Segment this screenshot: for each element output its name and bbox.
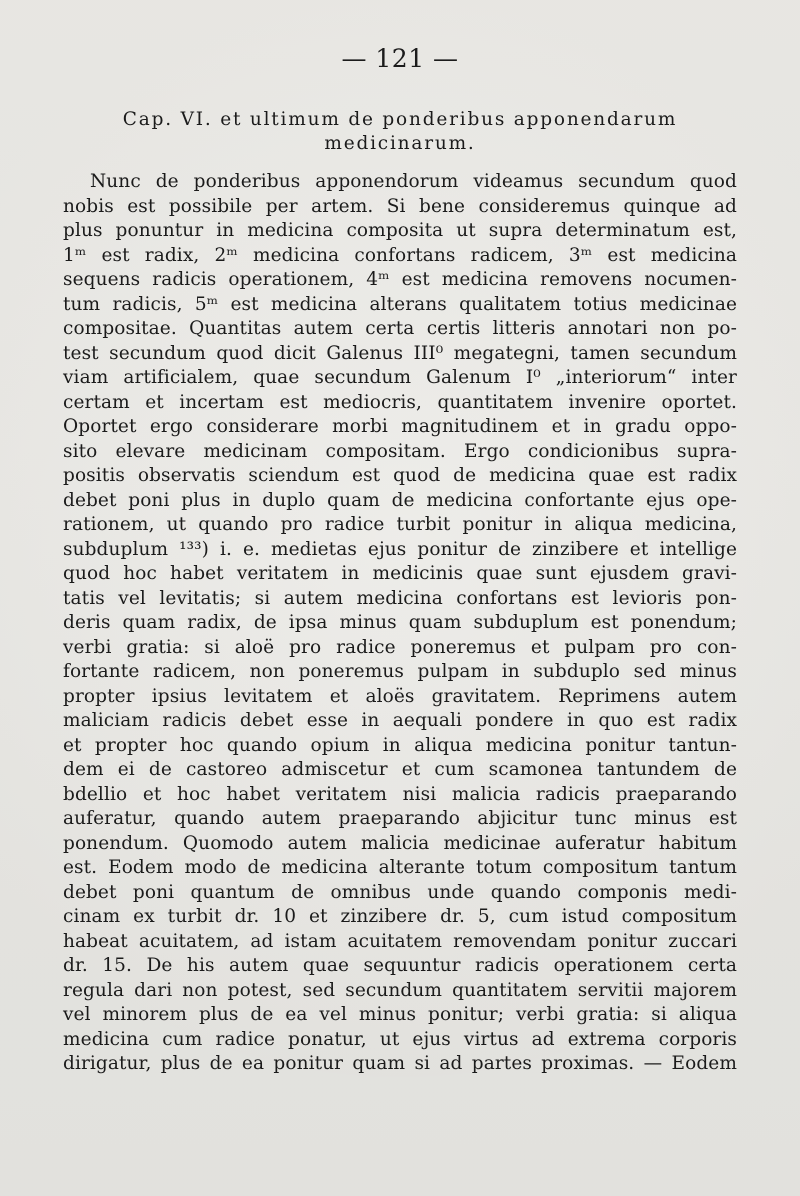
text-line: subduplum ¹³³) i. e. medietas ejus ponitur de zinzibere et intellige bbox=[63, 538, 737, 560]
text-line: plus ponuntur in medicina composita ut supra determinatum est, bbox=[63, 220, 737, 241]
text-line: positis observatis sciendum est quod de medicina quae est radix bbox=[63, 465, 737, 486]
text-line: test secundum quod dicit Galenus III⁰ megategni, tamen secundum bbox=[63, 342, 737, 364]
text-line: deris quam radix, de ipsa minus quam subduplum est ponendum; bbox=[63, 612, 737, 633]
page-number: — 121 — bbox=[341, 44, 459, 73]
text-line: debet poni quantum de omnibus unde quando componis medi- bbox=[63, 881, 737, 903]
text-line: medicina cum radice ponatur, ut ejus virtus ad extrema corporis bbox=[63, 1028, 737, 1050]
text-line: sequens radicis operationem, 4ᵐ est medicina removens nocumen- bbox=[63, 269, 737, 290]
text-line: et propter hoc quando opium in aliqua medicina ponitur tantun- bbox=[63, 734, 737, 756]
text-line: auferatur, quando autem praeparando abjicitur tunc minus est bbox=[63, 808, 737, 829]
text-line: cinam ex turbit dr. 10 et zinzibere dr. 5, cum istud compositum bbox=[63, 906, 737, 927]
text-line: quod hoc habet veritatem in medicinis quae sunt ejusdem gravi- bbox=[63, 563, 737, 584]
text-line: dem ei de castoreo admiscetur et cum scamonea tantundem de bbox=[63, 759, 737, 780]
text-line: vel minorem plus de ea vel minus ponitur; verbi gratia: si aliqua bbox=[63, 1004, 737, 1025]
text-line: debet poni plus in duplo quam de medicina confortante ejus ope- bbox=[63, 489, 737, 511]
text-line: bdellio et hoc habet veritatem nisi malicia radicis praeparando bbox=[63, 783, 737, 805]
text-line: dirigatur, plus de ea ponitur quam si ad partes proximas. — Eodem bbox=[63, 1053, 737, 1074]
text-line: 1ᵐ est radix, 2ᵐ medicina confortans radicem, 3ᵐ est medicina bbox=[63, 244, 737, 266]
text-line: rationem, ut quando pro radice turbit ponitur in aliqua medicina, bbox=[63, 514, 737, 535]
text-line: sito elevare medicinam compositam. Ergo condicionibus supra- bbox=[63, 440, 737, 462]
text-line: fortante radicem, non poneremus pulpam in subduplo sed minus bbox=[63, 661, 737, 682]
text-line: tum radicis, 5ᵐ est medicina alterans qualitatem totius medicinae bbox=[63, 293, 737, 315]
text-line: tatis vel levitatis; si autem medicina confortans est levioris pon- bbox=[63, 587, 737, 609]
text-line: est. Eodem modo de medicina alterante totum compositum tantum bbox=[63, 857, 737, 878]
body-text bbox=[63, 170, 737, 1077]
text-line: viam artificialem, quae secundum Galenum I⁰ „interiorum“ inter bbox=[63, 367, 737, 388]
text-line: compositae. Quantitas autem certa certis litteris annotari non po- bbox=[63, 318, 737, 339]
text-line: dr. 15. De his autem quae sequuntur radicis operationem certa bbox=[63, 955, 737, 976]
text-line: Oportet ergo considerare morbi magnitudinem et in gradu oppo- bbox=[63, 416, 737, 437]
text-line: nobis est possibile per artem. Si bene consideremus quinque ad bbox=[63, 195, 737, 217]
text-line: ponendum. Quomodo autem malicia medicinae auferatur habitum bbox=[63, 832, 737, 854]
text-line: verbi gratia: si aloë pro radice poneremus et pulpam pro con- bbox=[63, 636, 737, 658]
text-line: certam et incertam est mediocris, quantitatem invenire oportet. bbox=[63, 391, 737, 413]
text-line: propter ipsius levitatem et aloës gravitatem. Reprimens autem bbox=[63, 685, 737, 707]
text-line: habeat acuitatem, ad istam acuitatem removendam ponitur zuccari bbox=[63, 930, 737, 952]
text-line: regula dari non potest, sed secundum quantitatem servitii majorem bbox=[63, 979, 737, 1001]
chapter-title-line-1: Cap. VI. et ultimum de ponderibus apponendarum bbox=[122, 109, 678, 130]
text-line: maliciam radicis debet esse in aequali pondere in quo est radix bbox=[63, 710, 737, 731]
text-line: Nunc de ponderibus apponendorum videamus secundum quod bbox=[90, 171, 737, 192]
chapter-title-line-2: medicinarum. bbox=[324, 133, 476, 154]
